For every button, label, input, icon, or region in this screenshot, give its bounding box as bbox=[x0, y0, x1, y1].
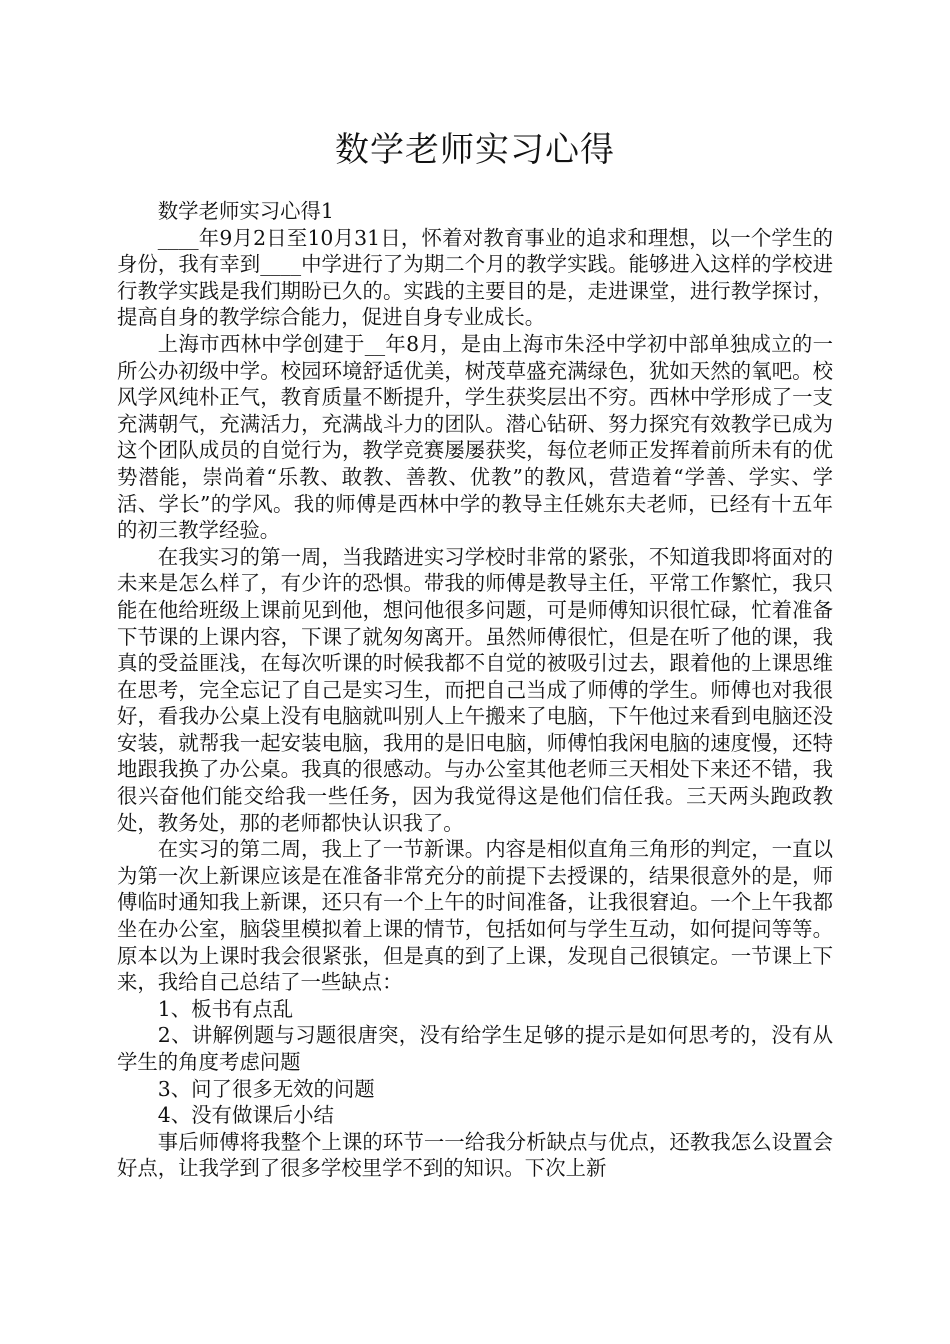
paragraph: ____年9月2日至10月31日，怀着对教育事业的追求和理想，以一个学生的身份，我有幸到____中学进行了为期二个月的教学实践。能够进入这样的学校进行教学实践是我们期盼已久的。实践的主要目的是，走进课堂，进行教学探讨，提高自身的教学综合能力，促进自身专业成长。 bbox=[117, 225, 833, 330]
list-item: 3、问了很多无效的问题 bbox=[157, 1076, 375, 1101]
document-page bbox=[117, 0, 833, 1182]
list-item: 4、没有做课后小结 bbox=[157, 1103, 334, 1128]
list-item: 1、板书有点乱 bbox=[157, 996, 294, 1021]
section-heading: 数学老师实习心得1 bbox=[157, 199, 334, 223]
paragraph: 在我实习的第一周，当我踏进实习学校时非常的紧张，不知道我即将面对的未来是怎么样了，有少许的恐惧。带我的师傅是教导主任，平常工作繁忙，我只能在他给班级上课前见到他，想问他很多问题，可是师傅知识很忙碌，忙着准备下节课的上课内容，下课了就匆匆离开。虽然师傅很忙，但是在听了他的课，我真的受益匪浅，在每次听课的时候我都不自觉的被吸引过去，跟着他的上课思维在思考，完全忘记了自己是实习生，而把自己当成了师傅的学生。师傅也对我很好，看我办公桌上没有电脑就叫别人上午搬来了电脑，下午他过来看到电脑还没安装，就帮我一起安装电脑，我用的是旧电脑，师傅怕我闲电脑的速度慢，还特地跟我换了办公桌。我真的很感动。与办公室其他老师三天相处下来还不错，我很兴奋他们能交给我一些任务，因为我觉得这是他们信任我。三天两头跑政教处，教务处，那的老师都快认识我了。 bbox=[117, 544, 833, 835]
document-title: 数学老师实习心得 bbox=[335, 130, 615, 170]
paragraph: 事后师傅将我整个上课的环节一一给我分析缺点与优点，还教我怎么设置会好点，让我学到了很多学校里学不到的知识。下次上新 bbox=[117, 1129, 833, 1181]
paragraph: 在实习的第二周，我上了一节新课。内容是相似直角三角形的判定，一直以为第一次上新课应该是在准备非常充分的前提下去授课的，结果很意外的是，师傅临时通知我上新课，还只有一个上午的时间准备，让我很窘迫。一个上午我都坐在办公室，脑袋里模拟着上课的情节，包括如何与学生互动，如何提问等等。原本以为上课时我会很紧张，但是真的到了上课，发现自己很镇定。一节课上下来，我给自己总结了一些缺点： bbox=[117, 837, 833, 995]
document-body bbox=[117, 198, 833, 1182]
paragraph: 上海市西林中学创建于__年8月，是由上海市朱泾中学初中部单独成立的一所公办初级中学。校园环境舒适优美，树茂草盛充满绿色，犹如天然的氧吧。校风学风纯朴正气，教育质量不断提升，学生获奖层出不穷。西林中学形成了一支充满朝气，充满活力，充满战斗力的团队。潜心钻研、努力探究有效教学已成为这个团队成员的自觉行为，教学竞赛屡屡获奖，每位老师正发挥着前所未有的优势潜能，崇尚着“乐教、敢教、善教、优教”的教风，营造着“学善、学实、学活、学长”的学风。我的师傅是西林中学的教导主任姚东夫老师，已经有十五年的初三教学经验。 bbox=[117, 331, 833, 543]
list-item: 2、讲解例题与习题很唐突，没有给学生足够的提示是如何思考的，没有从学生的角度考虑问题 bbox=[117, 1023, 833, 1074]
